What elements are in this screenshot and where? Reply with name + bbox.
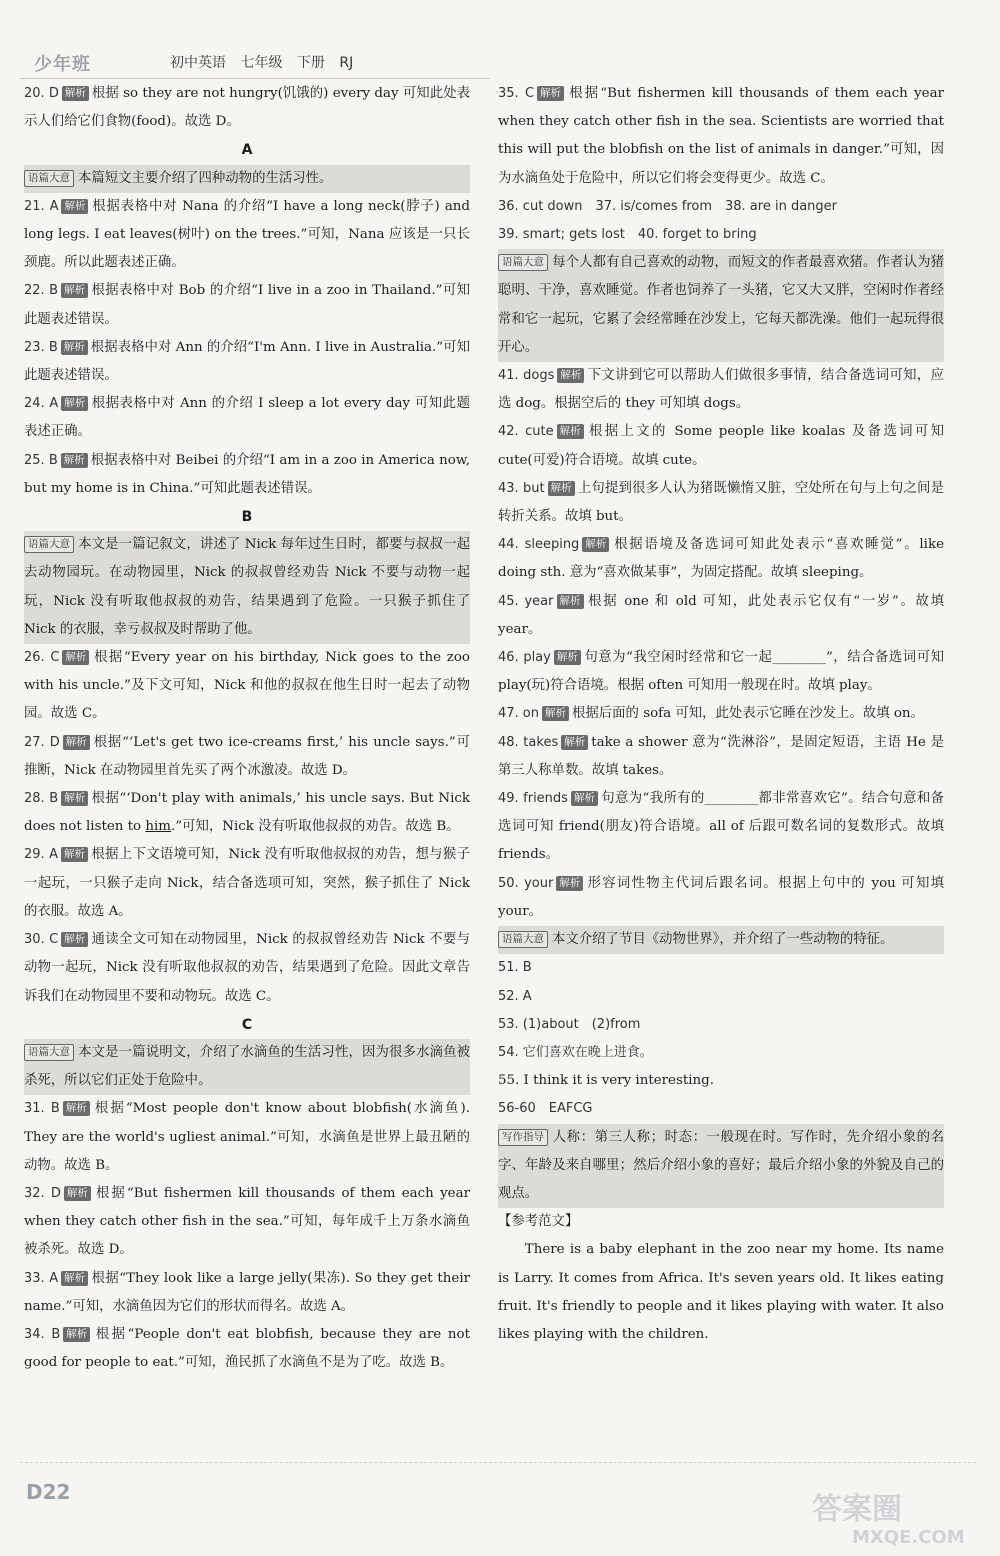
- watermark-logo: 答案圈: [812, 1492, 902, 1527]
- summary-d: 语篇大意 每个人都有自己喜欢的动物，而短文的作者最喜欢猪。作者认为猪聪明、干净，喜欢睡觉。作者也饲养了一头猪，它又大又胖，空闲时作者经常和它一起玩，它累了会经常睡在沙发上，它每天都洗澡。他们一起玩得很开心。: [498, 249, 944, 362]
- answer-24: 24. A 解析 根据表格中对 Ann 的介绍 I sleep a lot every day 可知此题表述正确。: [24, 396, 470, 440]
- summary-tag: 语篇大意: [24, 170, 74, 187]
- answer-23: 23. B 解析 根据表格中对 Ann 的介绍“I'm Ann. I live in Australia.”可知此题表述错误。: [24, 339, 470, 384]
- answer-50: 50. your 解析 形容词性物主代词后跟名词。根据上句中的 you 可知填 your。: [498, 875, 944, 919]
- summary-a: 语篇大意 本篇短文主要介绍了四种动物的生活习性。: [24, 165, 470, 193]
- answer-41: 41. dogs 解析 下文讲到它可以帮助人们做很多事情，结合备选词可知，应选 dog。根据空后的 they 可知填 dogs。: [498, 368, 945, 412]
- answer-33: 33. A 解析 根据“They look like a large jelly(果冻). So they get their name.”可知，水滴鱼因为它们的形状而得名。故选 A。: [24, 1270, 471, 1314]
- answer-20: 20. D 解析 根据 so they are not hungry(饥饿的) every day 可知此处表示人们给它们食物(food)。故选 D。: [24, 86, 470, 130]
- answer-29: 29. A 解析 根据上下文语境可知，Nick 没有听取他叔叔的劝告，想与猴子一起玩，一只猴子走向 Nick，结合备选项可知，突然，猴子抓住了 Nick 的衣服。故选 A。: [24, 847, 471, 919]
- answer-55: 55. I think it is very interesting.: [498, 1073, 714, 1089]
- answer-48: 48. takes 解析 take a shower 意为“洗淋浴”，是固定短语，主语 He 是第三人称单数。故填 takes。: [498, 734, 944, 778]
- answer-49: 49. friends 解析 句意为“我所有的________都非常喜欢它”。结合句意和备选词可知 friend(朋友)符合语境。all of 后跟可数名词的复数形式。故填 friends。: [498, 791, 944, 863]
- answer-21: 21. A 解析 根据表格中对 Nana 的介绍“I have a long neck(脖子) and long legs. I eat leaves(树叶) on the trees.”可知，Nana 应该是一只长颈鹿。所以此题表述正确。: [24, 198, 470, 271]
- reference-essay: There is a baby elephant in the zoo near my home. Its name is Larry. It comes from Africa. It's seven years old. It likes eating fruit. It's friendly to people and it likes playing with water. It also likes playing with the children.: [498, 1242, 944, 1342]
- answer-27: 27. D 解析 根据“‘Let's get two ice-creams first,’ his uncle says.”可推断，Nick 在动物园里首先买了两个冰激凌。故选 D。: [24, 734, 470, 778]
- answer-45: 45. year 解析 根据 one 和 old 可知，此处表示它仅有“一岁”。故填 year。: [498, 593, 945, 637]
- answer-25: 25. B 解析 根据表格中对 Beibei 的介绍“I am in a zoo in America now, but my home is in China.”可知此题表述错误。: [24, 452, 471, 496]
- watermark-site: MXQE.COM: [852, 1527, 965, 1548]
- answer-39-40: 39. smart; gets lost 40. forget to bring: [498, 227, 757, 243]
- answer-28: 28. B 解析 根据“‘Don't play with animals,’ his uncle says. But Nick does not listen to him.”可知，Nick 没有听取他叔叔的劝告。故选 B。: [24, 791, 470, 835]
- page-header: [20, 40, 490, 79]
- answer-34: 34. B 解析 根据“People don't eat blobfish, because they are not good for people to eat.”可知，渔民抓了水滴鱼不是为了吃。故选 B。: [24, 1326, 470, 1371]
- summary-b: 语篇大意 本文是一篇记叙文，讲述了 Nick 每年过生日时，都要与叔叔一起去动物园玩。在动物园里，Nick 的叔叔曾经劝告 Nick 不要与动物一起玩，Nick 没有听取他叔叔的劝告，结果遇到了危险。一只猴子抓住了 Nick 的衣服，幸亏叔叔及时帮助了他。: [24, 531, 470, 644]
- header-subtitle: 初中英语 七年级 下册 RJ: [170, 55, 354, 71]
- answer-42: 42. cute 解析 根据上文的 Some people like koalas 及备选词可知 cute(可爱)符合语境。故填 cute。: [498, 424, 944, 468]
- footer-divider: [20, 1462, 976, 1463]
- brand-logo: 少年班: [34, 54, 91, 75]
- reference-title: 【参考范文】: [498, 1214, 579, 1230]
- answer-36-38: 36. cut down 37. is/comes from 38. are in danger: [498, 198, 837, 214]
- answer-54: 54. 它们喜欢在晚上进食。: [498, 1044, 653, 1060]
- answer-53: 53. (1)about (2)from: [498, 1016, 641, 1032]
- answer-44: 44. sleeping 解析 根据语境及备选词可知此处表示“喜欢睡觉”。like doing sth. 意为“喜欢做某事”，为固定搭配。故填 sleeping。: [498, 537, 945, 581]
- explain-tag: 解析: [62, 86, 89, 101]
- answer-32: 32. D 解析 根据“But fishermen kill thousands of them each year when they catch other fish in the sea.”可知，每年成千上万条水滴鱼被杀死。故选 D。: [24, 1185, 470, 1258]
- writing-guide: 写作指导 人称：第三人称；时态：一般现在时。写作时，先介绍小象的名字、年龄及来自哪里；然后介绍小象的喜好；最后介绍小象的外貌及自己的观点。: [498, 1124, 944, 1209]
- summary-e: 语篇大意 本文介绍了节目《动物世界》，并介绍了一些动物的特征。: [498, 926, 944, 954]
- answer-56-60: 56-60 EAFCG: [498, 1101, 593, 1117]
- answer-52: 52. A: [498, 988, 532, 1004]
- answer-22: 22. B 解析 根据表格中对 Bob 的介绍“I live in a zoo in Thailand.”可知此题表述错误。: [24, 283, 470, 327]
- guide-tag: 写作指导: [498, 1129, 548, 1146]
- summary-c: 语篇大意 本文是一篇说明文，介绍了水滴鱼的生活习性，因为很多水滴鱼被杀死，所以它们正处于危险中。: [24, 1039, 470, 1095]
- answer-35: 35. C 解析 根据“But fishermen kill thousands of them each year when they catch other fish in the sea. Scientists are worried that this will put the blobfish on the list of animals in danger.”可知，因为水滴鱼处于危险中，所以它们将会变得更少。故选 C。: [498, 86, 944, 186]
- answer-47: 47. on 解析 根据后面的 sofa 可知，此处表示它睡在沙发上。故填 on。: [498, 706, 924, 722]
- section-heading-a: A: [241, 142, 253, 159]
- answer-43: 43. but 解析 上句提到很多人认为猪既懒惰又脏，空处所在句与上句之间是转折关系。故填 but。: [498, 480, 944, 525]
- section-heading-c: C: [241, 1016, 253, 1033]
- section-heading-b: B: [241, 509, 253, 526]
- answer-30: 30. C 解析 通读全文可知在动物园里，Nick 的叔叔曾经劝告 Nick 不要与动物一起玩，Nick 没有听取他叔叔的劝告，结果遇到了危险。因此文章告诉我们在动物园里不要和动物玩。故选 C。: [24, 932, 470, 1004]
- answer-26: 26. C 解析 根据“Every year on his birthday, Nick goes to the zoo with his uncle.”及下文可知，Nick 和他的叔叔在他生日时一起去了动物园。故选 C。: [24, 650, 470, 722]
- page-number: D22: [26, 1480, 71, 1504]
- answer-46: 46. play 解析 句意为“我空闲时经常和它一起________”，结合备选词可知 play(玩)符合语境。根据 often 可知用一般现在时。故填 play。: [498, 650, 944, 694]
- answer-31: 31. B 解析 根据“Most people don't know about blobfish(水滴鱼). They are the world's ugliest animal.”可知，水滴鱼是世界上最丑陋的动物。故选 B。: [24, 1101, 470, 1173]
- answer-51: 51. B: [498, 960, 532, 976]
- right-column: [498, 80, 944, 1349]
- left-column: [24, 80, 470, 1377]
